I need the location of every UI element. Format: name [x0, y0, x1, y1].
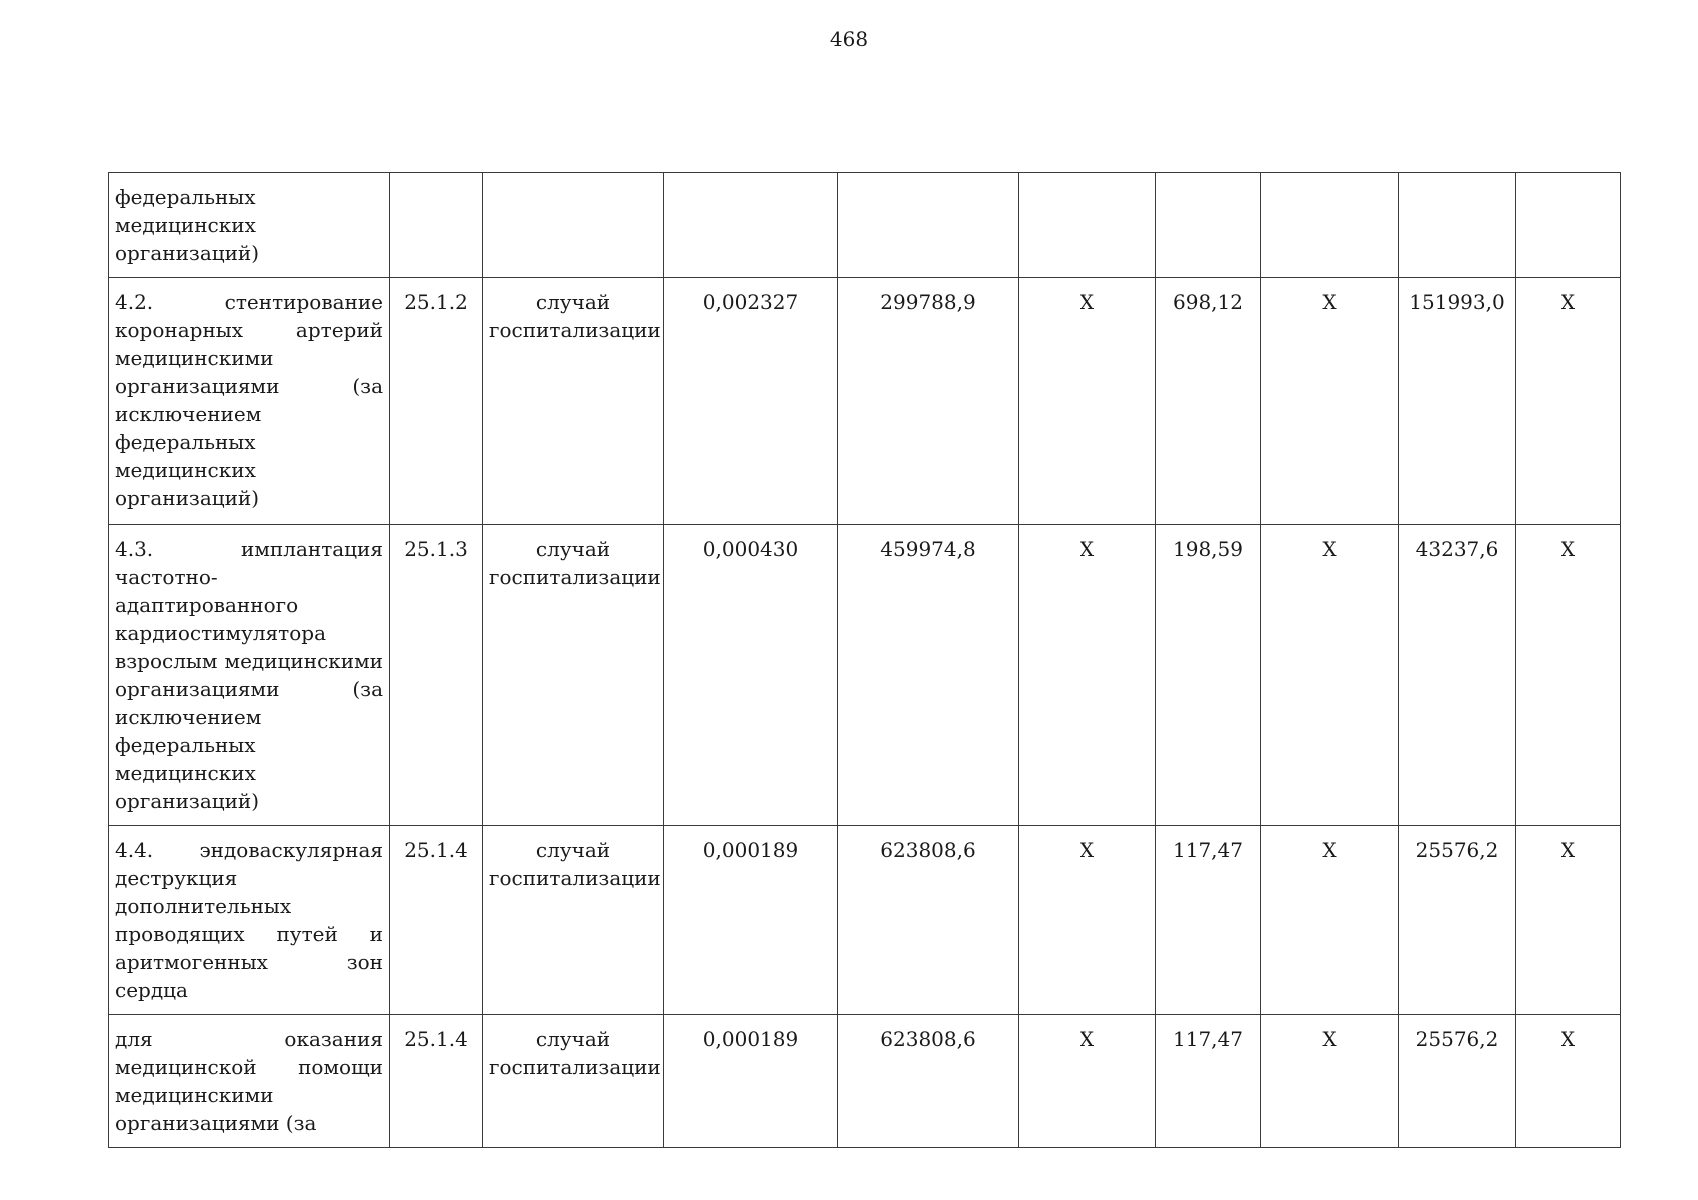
cell-col7: 117,47 — [1156, 826, 1261, 1015]
cell-unit: случай госпитализации — [483, 1015, 664, 1148]
cell-cost — [838, 173, 1019, 278]
cell-cost: 623808,6 — [838, 826, 1019, 1015]
cell-col9: 25576,2 — [1399, 1015, 1516, 1148]
cell-code — [390, 173, 483, 278]
cell-code: 25.1.3 — [390, 525, 483, 826]
cell-cost: 459974,8 — [838, 525, 1019, 826]
table-row — [109, 826, 1621, 1015]
cell-col6 — [1019, 173, 1156, 278]
cell-norm: 0,000189 — [664, 1015, 838, 1148]
cell-col10: Х — [1516, 525, 1621, 826]
cell-col8: Х — [1261, 525, 1399, 826]
cell-col7: 698,12 — [1156, 278, 1261, 525]
cell-col7: 117,47 — [1156, 1015, 1261, 1148]
cell-name: 4.2. стентирование коронарных артерий медицинскими организациями (за исключением федеральных медицинских организаций) — [109, 278, 390, 525]
cell-col9: 43237,6 — [1399, 525, 1516, 826]
cell-col6: Х — [1019, 826, 1156, 1015]
table-row — [109, 173, 1621, 278]
cell-norm: 0,000189 — [664, 826, 838, 1015]
cell-col9: 151993,0 — [1399, 278, 1516, 525]
cell-col9: 25576,2 — [1399, 826, 1516, 1015]
cell-col10: Х — [1516, 826, 1621, 1015]
cell-col8: Х — [1261, 826, 1399, 1015]
cell-code: 25.1.4 — [390, 1015, 483, 1148]
table-row — [109, 525, 1621, 826]
cell-col10: Х — [1516, 1015, 1621, 1148]
cell-col8 — [1261, 173, 1399, 278]
cell-col6: Х — [1019, 1015, 1156, 1148]
cell-unit: случай госпитализации — [483, 525, 664, 826]
cell-col6: Х — [1019, 525, 1156, 826]
cell-col7 — [1156, 173, 1261, 278]
cell-unit — [483, 173, 664, 278]
cell-code: 25.1.2 — [390, 278, 483, 525]
cell-col8: Х — [1261, 1015, 1399, 1148]
cell-norm: 0,000430 — [664, 525, 838, 826]
cell-col10 — [1516, 173, 1621, 278]
cell-norm — [664, 173, 838, 278]
cell-cost: 299788,9 — [838, 278, 1019, 525]
cell-unit: случай госпитализации — [483, 826, 664, 1015]
cell-name: 4.4. эндоваскулярная деструкция дополнительных проводящих путей и аритмогенных зон сердца — [109, 826, 390, 1015]
cell-cost: 623808,6 — [838, 1015, 1019, 1148]
cell-unit: случай госпитализации — [483, 278, 664, 525]
cell-col8: Х — [1261, 278, 1399, 525]
table-row — [109, 278, 1621, 525]
page-number: 468 — [829, 27, 869, 51]
cell-norm: 0,002327 — [664, 278, 838, 525]
cell-code: 25.1.4 — [390, 826, 483, 1015]
cell-col6: Х — [1019, 278, 1156, 525]
table-row — [109, 1015, 1621, 1148]
cell-name: для оказания медицинской помощи медицинскими организациями (за — [109, 1015, 390, 1148]
cell-col10: Х — [1516, 278, 1621, 525]
cell-name: федеральных медицинских организаций) — [109, 173, 390, 278]
cell-name: 4.3. имплантация частотно-адаптированного кардиостимулятора взрослым медицинскими организациями (за исключением федеральных медицинских организаций) — [109, 525, 390, 826]
cell-col9 — [1399, 173, 1516, 278]
financing-table — [108, 172, 1621, 1148]
cell-col7: 198,59 — [1156, 525, 1261, 826]
